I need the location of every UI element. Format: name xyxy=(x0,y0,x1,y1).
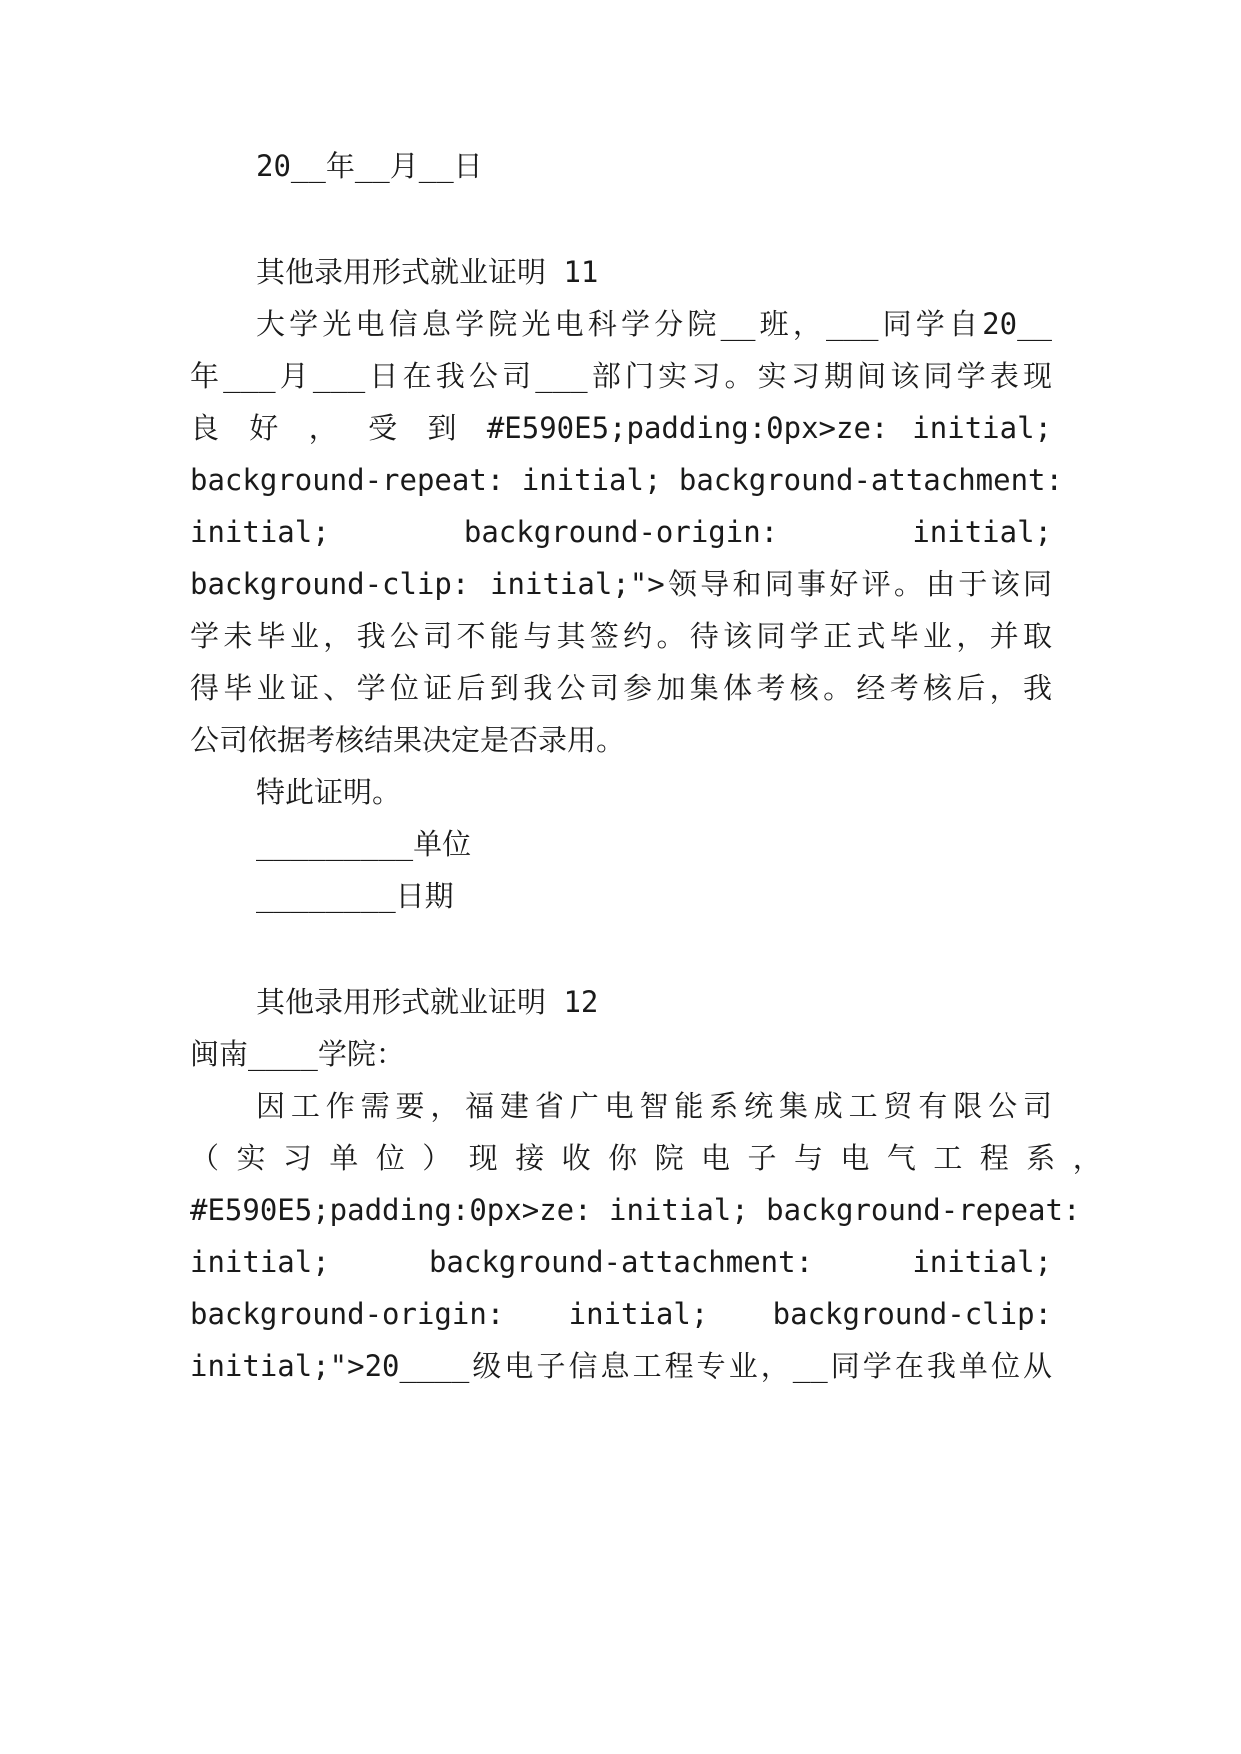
section-11-body-line: 年___月___日在我公司___部门实习。实习期间该同学表现 xyxy=(190,359,1052,393)
section-12-body-line: （ 实 习 单 位 ） 现 接 收 你 院 电 子 与 电 气 工 程 系 ， xyxy=(190,1141,1102,1175)
section-11-body-line: 得毕业证、学位证后到我公司参加集体考核。经考核后，我 xyxy=(190,671,1052,705)
section-11-body-line: background-repeat: initial; background-attachment: xyxy=(190,463,1063,497)
section-11-body-line: 学未毕业，我公司不能与其签约。待该同学正式毕业，并取 xyxy=(190,619,1052,653)
section-12-addressee: 闽南____学院： xyxy=(190,1037,405,1071)
section-11-body-line: 良 好 ， 受 到 #E590E5;padding:0px>ze: initial; xyxy=(190,411,1052,445)
section-12-body-line: background-origin: initial; background-clip: xyxy=(190,1297,1052,1331)
section-12-title: 其他录用形式就业证明 12 xyxy=(256,985,599,1019)
section-11-title: 其他录用形式就业证明 11 xyxy=(256,255,599,289)
section-12-body-line: 因工作需要，福建省广电智能系统集成工贸有限公司 xyxy=(256,1089,1052,1123)
section-12-body-line: initial; background-attachment: initial; xyxy=(190,1245,1052,1279)
date-line: 20__年__月__日 xyxy=(256,149,483,183)
section-11-closing: 特此证明。 xyxy=(256,775,402,809)
section-12-body-line: initial;">20____级电子信息工程专业，__同学在我单位从 xyxy=(190,1349,1052,1383)
section-11-body-line: background-clip: initial;">领导和同事好评。由于该同 xyxy=(190,567,1052,601)
section-11-body-line: 大学光电信息学院光电科学分院__班，___同学自20__ xyxy=(256,307,1052,341)
section-11-body-line: initial; background-origin: initial; xyxy=(190,515,1052,549)
section-11-date-line: ________日期 xyxy=(256,879,454,913)
section-11-unit-line: _________单位 xyxy=(256,827,472,861)
section-12-body-line: #E590E5;padding:0px>ze: initial; background-repeat: xyxy=(190,1193,1081,1227)
section-11-body-line: 公司依据考核结果决定是否录用。 xyxy=(190,723,626,757)
